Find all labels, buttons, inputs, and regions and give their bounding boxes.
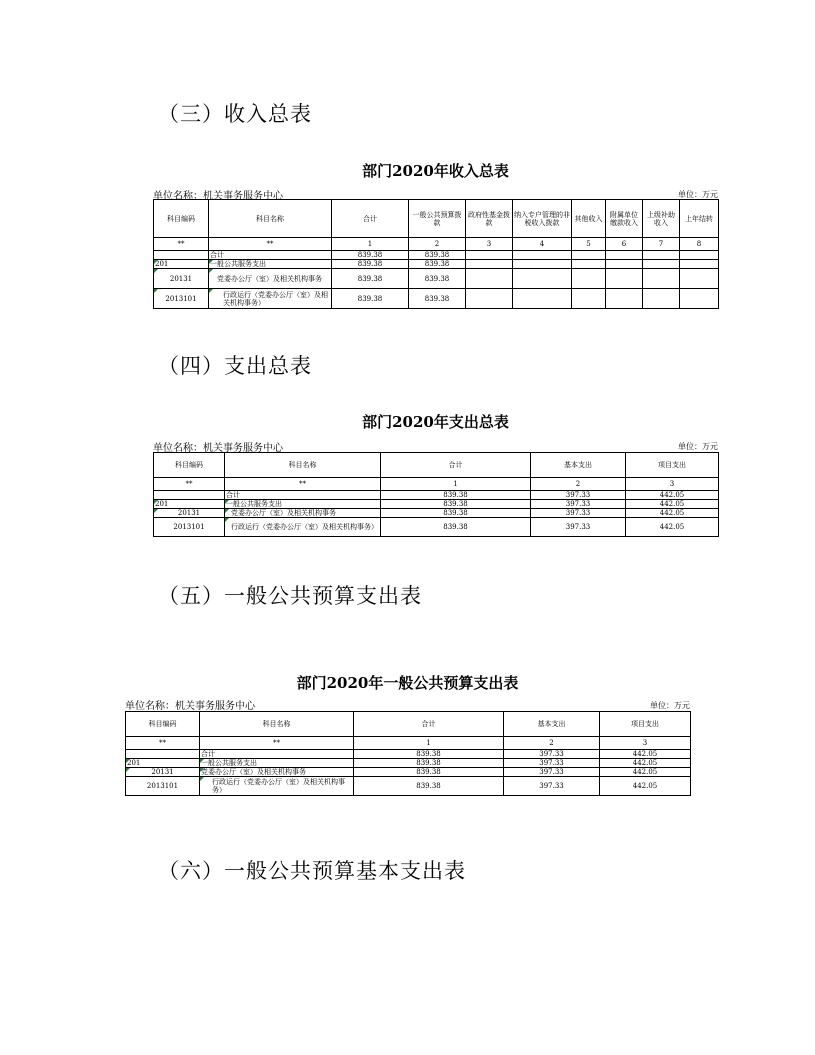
index-cell: 5	[572, 238, 606, 251]
code-cell: 201	[154, 260, 209, 269]
index-cell: 2	[409, 238, 466, 251]
name-cell: 合计	[225, 491, 381, 500]
section-heading-general-budget: （五）一般公共预算支出表	[158, 584, 422, 608]
header-cell: 科目编码	[126, 712, 200, 737]
index-cell: **	[209, 238, 332, 251]
index-cell: **	[154, 478, 225, 491]
header-cell: 上级补助收入	[643, 200, 680, 238]
code-cell: 20131	[154, 269, 209, 289]
table-row	[154, 518, 719, 537]
table-row	[154, 500, 719, 509]
basic-cell: 397.33	[531, 509, 626, 518]
general-table	[125, 711, 691, 796]
index-row	[154, 478, 719, 491]
name-cell: 行政运行（党委办公厅（室）及相关机构事务）	[200, 777, 354, 796]
basic-cell: 397.33	[531, 491, 626, 500]
code-cell	[154, 491, 225, 500]
project-cell: 442.05	[600, 777, 691, 796]
total-cell: 839.38	[332, 251, 409, 260]
header-cell: 科目编码	[154, 453, 225, 478]
name-cell: 合计	[200, 750, 354, 759]
index-cell: 2	[504, 737, 600, 750]
total-cell: 839.38	[332, 269, 409, 289]
section-heading-general-basic: （六）一般公共预算基本支出表	[158, 859, 466, 883]
name-cell: 行政运行（党委办公厅（室）及相关机构事务）	[209, 289, 332, 309]
code-cell	[154, 251, 209, 260]
code-cell: 201	[154, 500, 225, 509]
table-row	[154, 269, 719, 289]
table-row	[126, 768, 691, 777]
income-table-title: 部门2020年收入总表	[362, 162, 509, 180]
code-cell: 2013101	[126, 777, 200, 796]
index-cell: **	[126, 737, 200, 750]
total-cell: 839.38	[381, 509, 531, 518]
total-cell: 839.38	[354, 777, 504, 796]
index-row	[126, 737, 691, 750]
general-unit-label: 单位：万元	[650, 701, 690, 710]
table-row	[126, 750, 691, 759]
index-cell: **	[154, 238, 209, 251]
section-heading-income: （三）收入总表	[158, 102, 312, 126]
general-cell: 839.38	[409, 260, 466, 269]
header-cell: 政府性基金拨款	[466, 200, 513, 238]
project-cell: 442.05	[626, 491, 719, 500]
total-cell: 839.38	[354, 750, 504, 759]
basic-cell: 397.33	[531, 500, 626, 509]
header-cell: 项目支出	[626, 453, 719, 478]
header-cell: 科目名称	[200, 712, 354, 737]
table-row	[154, 491, 719, 500]
total-cell: 839.38	[354, 768, 504, 777]
expense-table-title: 部门2020年支出总表	[362, 413, 509, 431]
table-row	[126, 777, 691, 796]
project-cell: 442.05	[626, 518, 719, 537]
header-cell: 合计	[381, 453, 531, 478]
income-unit-name: 单位名称：机关事务服务中心	[153, 191, 283, 202]
name-cell: 一般公共服务支出	[200, 759, 354, 768]
basic-cell: 397.33	[504, 768, 600, 777]
total-cell: 839.38	[381, 518, 531, 537]
name-cell: 党委办公厅（室）及相关机构事务	[225, 509, 381, 518]
project-cell: 442.05	[600, 759, 691, 768]
index-cell: 7	[643, 238, 680, 251]
index-cell: **	[200, 737, 354, 750]
total-cell: 839.38	[381, 491, 531, 500]
table-row	[154, 260, 719, 269]
section-heading-expense: （四）支出总表	[158, 354, 312, 378]
income-unit-label: 单位：万元	[678, 190, 718, 199]
general-cell: 839.38	[409, 251, 466, 260]
header-cell: 项目支出	[600, 712, 691, 737]
table-row	[154, 251, 719, 260]
header-cell: 附属单位缴款收入	[606, 200, 643, 238]
header-cell: 纳入专户管理的非税收入拨款	[513, 200, 572, 238]
index-cell: 1	[381, 478, 531, 491]
basic-cell: 397.33	[504, 750, 600, 759]
index-cell: 3	[466, 238, 513, 251]
header-cell: 基本支出	[504, 712, 600, 737]
table-row	[154, 509, 719, 518]
index-cell: 8	[680, 238, 719, 251]
header-cell: 合计	[332, 200, 409, 238]
index-row	[154, 238, 719, 251]
name-cell: 党委办公厅（室）及相关机构事务	[200, 768, 354, 777]
code-cell: 20131	[154, 509, 225, 518]
code-cell: 20131	[126, 768, 200, 777]
index-cell: 1	[354, 737, 504, 750]
total-cell: 839.38	[332, 260, 409, 269]
expense-table	[153, 452, 719, 537]
project-cell: 442.05	[600, 768, 691, 777]
name-cell: 合计	[209, 251, 332, 260]
general-table-title: 部门2020年一般公共预算支出表	[296, 674, 519, 692]
index-cell: **	[225, 478, 381, 491]
total-cell: 839.38	[332, 289, 409, 309]
table-header-row	[126, 712, 691, 737]
general-unit-name: 单位名称：机关事务服务中心	[125, 701, 255, 712]
code-cell: 201	[126, 759, 200, 768]
header-cell: 科目名称	[225, 453, 381, 478]
header-cell: 其他收入	[572, 200, 606, 238]
name-cell: 党委办公厅（室）及相关机构事务	[209, 269, 332, 289]
index-cell: 4	[513, 238, 572, 251]
index-cell: 3	[626, 478, 719, 491]
total-cell: 839.38	[354, 759, 504, 768]
total-cell: 839.38	[381, 500, 531, 509]
basic-cell: 397.33	[504, 759, 600, 768]
header-cell: 科目编码	[154, 200, 209, 238]
header-cell: 科目名称	[209, 200, 332, 238]
project-cell: 442.05	[626, 509, 719, 518]
income-table	[153, 199, 719, 309]
code-cell	[126, 750, 200, 759]
basic-cell: 397.33	[504, 777, 600, 796]
header-cell: 合计	[354, 712, 504, 737]
basic-cell: 397.33	[531, 518, 626, 537]
code-cell: 2013101	[154, 289, 209, 309]
general-cell: 839.38	[409, 289, 466, 309]
table-header-row	[154, 200, 719, 238]
table-header-row	[154, 453, 719, 478]
index-cell: 2	[531, 478, 626, 491]
code-cell: 2013101	[154, 518, 225, 537]
name-cell: 一般公共服务支出	[209, 260, 332, 269]
index-cell: 3	[600, 737, 691, 750]
table-row	[154, 289, 719, 309]
table-row	[126, 759, 691, 768]
index-cell: 6	[606, 238, 643, 251]
name-cell: 行政运行（党委办公厅（室）及相关机构事务）	[225, 518, 381, 537]
header-cell: 上年结转	[680, 200, 719, 238]
name-cell: 一般公共服务支出	[225, 500, 381, 509]
expense-unit-label: 单位：万元	[678, 442, 718, 451]
header-cell: 基本支出	[531, 453, 626, 478]
header-cell: 一般公共预算拨款	[409, 200, 466, 238]
expense-unit-name: 单位名称：机关事务服务中心	[153, 443, 283, 454]
general-cell: 839.38	[409, 269, 466, 289]
project-cell: 442.05	[600, 750, 691, 759]
index-cell: 1	[332, 238, 409, 251]
project-cell: 442.05	[626, 500, 719, 509]
